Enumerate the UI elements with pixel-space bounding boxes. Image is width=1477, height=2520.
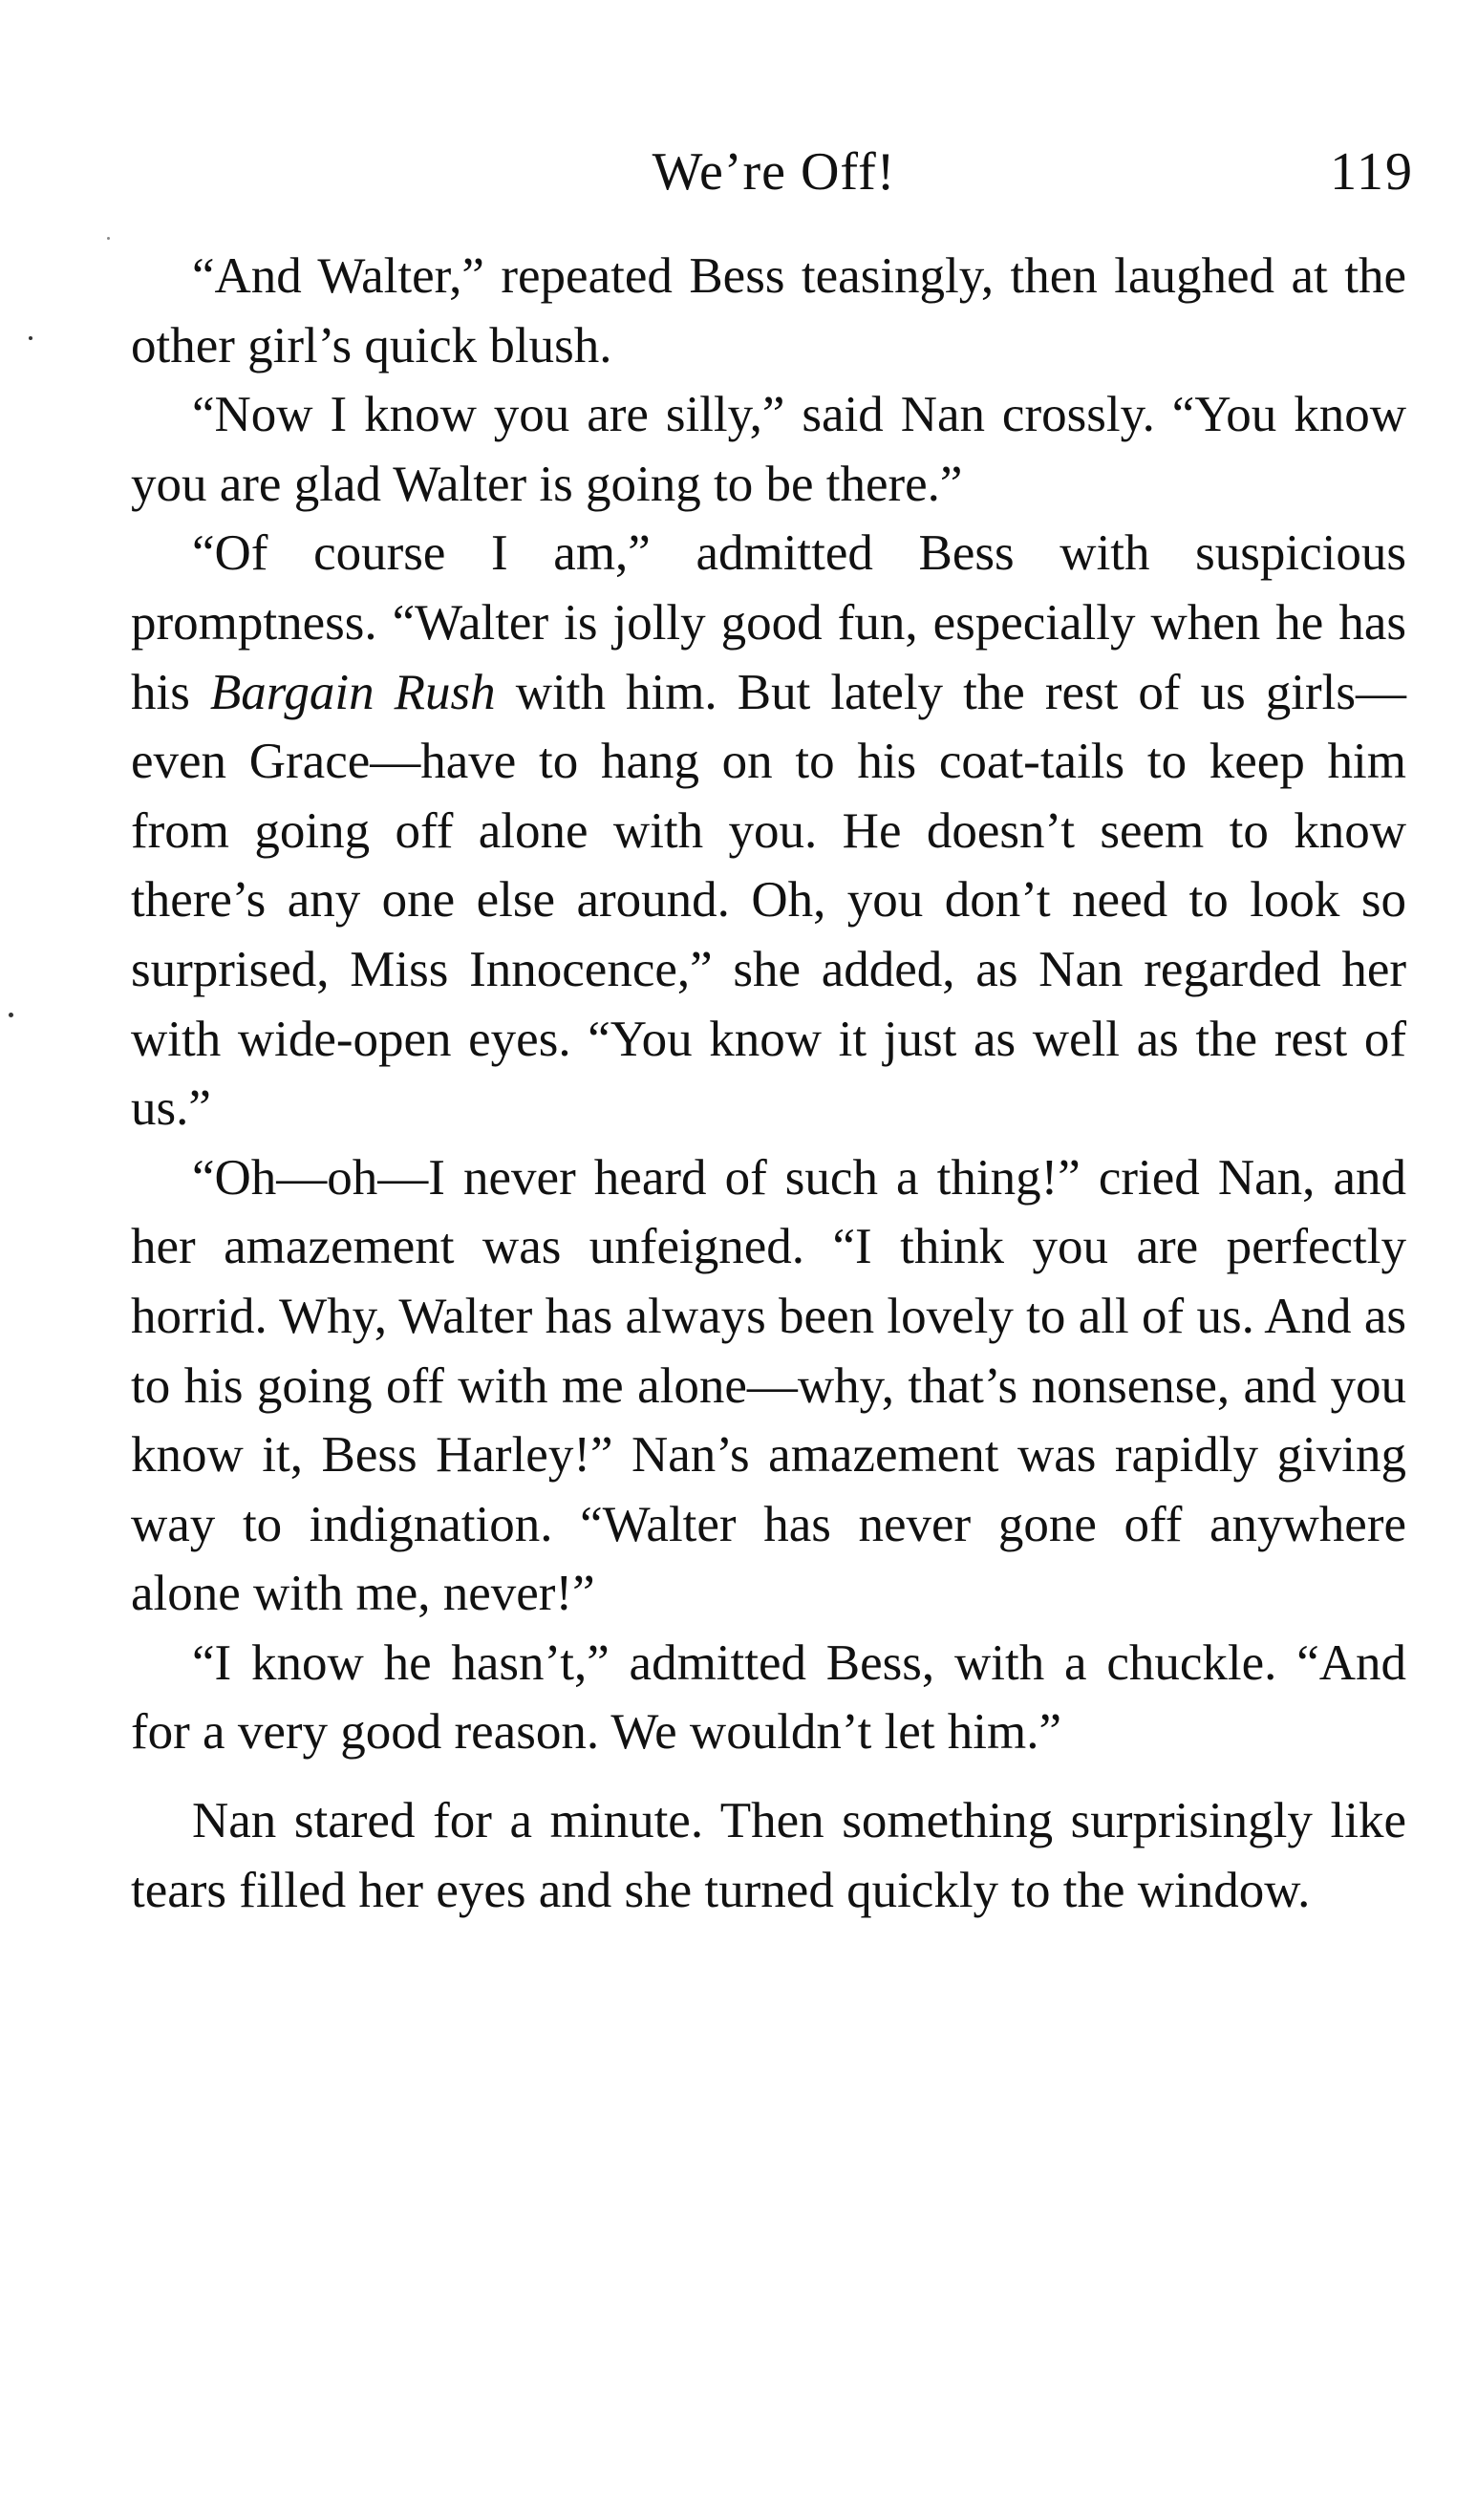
paragraph-2: “Now I know you are silly,” said Nan crossly. “You know you are glad Walter is going to be there.” xyxy=(131,387,1406,512)
paragraph-1: “And Walter,” repeated Bess teasingly, then laughed at the other girl’s quick blush. xyxy=(131,248,1406,374)
paragraph-3-start: “Of course I am,” admitted Bess with suspicious promptness. “Walter is jolly good fun, especially when he has his xyxy=(131,525,1406,720)
print-speck xyxy=(29,336,32,340)
boat-name-italic: Bargain Rush xyxy=(209,664,496,720)
page-header xyxy=(134,134,1414,210)
page-number: 119 xyxy=(1330,142,1414,202)
body-text xyxy=(131,242,1406,1925)
paragraph-3 xyxy=(131,519,1406,1143)
paragraph-6: Nan stared for a minute. Then something surprisingly like tears filled her eyes and she turned quickly to the window. xyxy=(131,1793,1406,1918)
print-speck xyxy=(9,1013,13,1017)
print-speck xyxy=(107,237,110,240)
paragraph-5: “I know he hasn’t,” admitted Bess, with a chuckle. “And for a very good reason. We wouldn’t let him.” xyxy=(131,1634,1406,1761)
paragraph-3-end: with him. But lately the rest of us girls—even Grace—have to hang on to his coat-tails to keep him from going off alone with you. He doesn’t seem to know there’s any one else around. Oh, you don’t need to look so surprised, Miss Innocence,” she added, as Nan regarded her with wide-open eyes. “You know it just as well as the rest of us.” xyxy=(131,664,1406,1137)
paragraph-4: “Oh—oh—I never heard of such a thing!” cried Nan, and her amazement was unfeigned. “I think you are perfectly horrid. Why, Walter has always been lovely to all of us. And as to his going off with me alone—why, that’s nonsense, and you know it, Bess Harley!” Nan’s amazement was rapidly giving way to indignation. “Walter has never gone off anywhere alone with me, never!” xyxy=(131,1149,1406,1622)
running-title: We’re Off! xyxy=(652,142,896,202)
